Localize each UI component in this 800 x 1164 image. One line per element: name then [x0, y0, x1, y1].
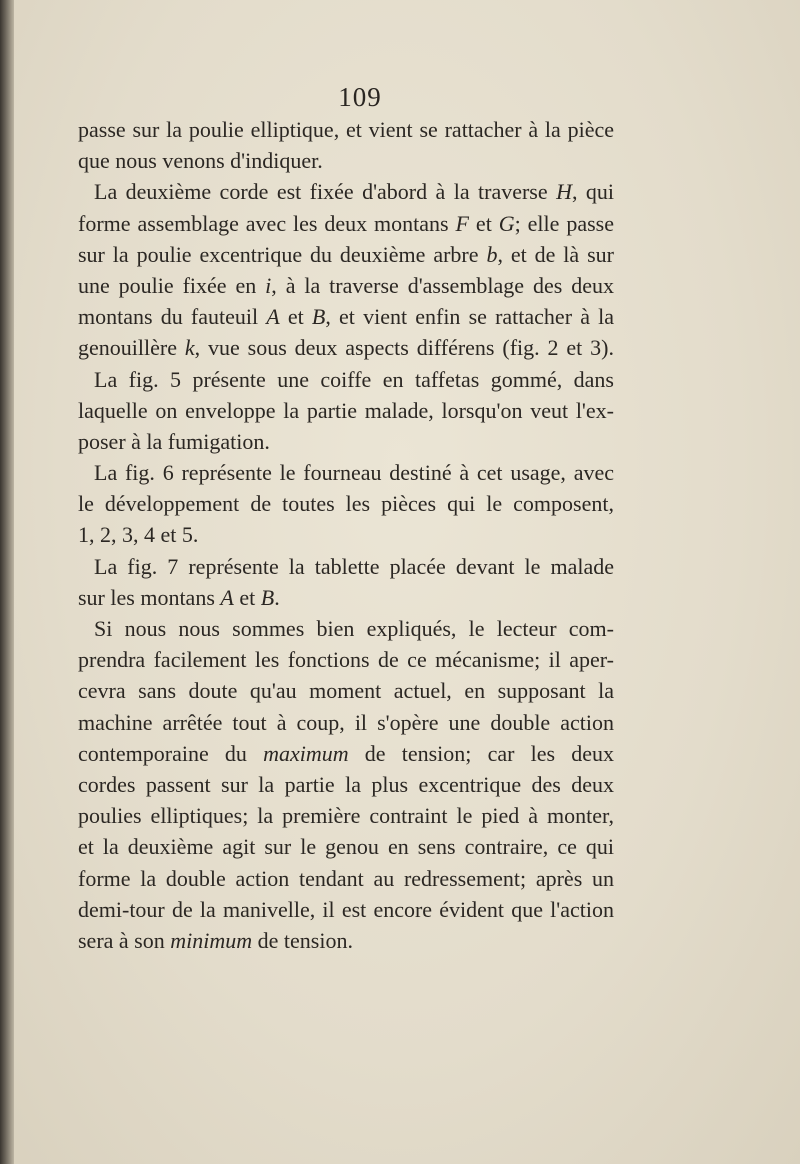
- text-segment: machine arrêtée tout à coup, il s'opère une double action: [78, 709, 614, 735]
- text-segment: de tension; car les deux: [348, 740, 614, 766]
- text-segment: sera à son: [78, 927, 171, 953]
- text-segment: poulies elliptiques; la première contraint le pied à monter,: [78, 803, 614, 829]
- text-segment: prendra facilement les fonctions de ce mécanisme; il aper-: [78, 647, 614, 673]
- text-line: [78, 644, 614, 675]
- book-spine-edge: [0, 0, 14, 1164]
- text-segment: genouillère: [78, 335, 185, 361]
- text-line: [78, 738, 614, 769]
- text-segment: et: [469, 210, 499, 236]
- italic-reference: A: [266, 304, 280, 330]
- italic-reference: i: [265, 272, 272, 298]
- italic-reference: B: [311, 304, 326, 330]
- text-segment: , qui: [571, 179, 614, 205]
- text-segment: 1, 2, 3, 4 et 5.: [78, 522, 199, 548]
- text-segment: forme assemblage avec les deux montans: [78, 210, 456, 236]
- text-segment: de tension.: [252, 927, 353, 953]
- italic-reference: minimum: [170, 927, 253, 953]
- text-line: [78, 488, 614, 519]
- text-segment: forme la double action tendant au redressement; après un: [78, 865, 614, 891]
- text-segment: que nous venons d'indiquer.: [78, 148, 323, 174]
- text-line: [78, 208, 614, 239]
- text-segment: La fig. 5 présente une coiffe en taffetas gommé, dans: [94, 366, 614, 392]
- page-number: 109: [338, 82, 382, 112]
- text-segment: cordes passent sur la partie la plus excentrique des deux: [78, 771, 614, 797]
- text-segment: et: [279, 304, 312, 330]
- text-line: [78, 613, 614, 644]
- body-text: [78, 114, 614, 956]
- italic-reference: B: [260, 584, 275, 610]
- text-segment: ; elle passe: [514, 210, 614, 236]
- text-segment: et la deuxième agit sur le genou en sens contraire, ce qui: [78, 834, 614, 860]
- text-line: [78, 239, 614, 270]
- text-line: [78, 114, 614, 145]
- text-line: [78, 519, 614, 550]
- text-segment: .: [274, 584, 280, 610]
- text-line: [78, 457, 614, 488]
- text-segment: une poulie fixée en: [78, 272, 266, 298]
- text-segment: et: [233, 584, 261, 610]
- text-line: [78, 426, 614, 457]
- text-line: [78, 551, 614, 582]
- text-segment: sur les montans: [78, 584, 221, 610]
- text-segment: La fig. 7 représente la tablette placée devant le malade: [94, 553, 614, 579]
- text-segment: La deuxième corde est fixée d'abord à la traverse: [94, 179, 557, 205]
- italic-reference: A: [220, 584, 234, 610]
- text-segment: La fig. 6 représente le fourneau destiné à cet usage, avec: [94, 460, 614, 486]
- text-segment: , à la traverse d'assemblage des deux: [271, 272, 614, 298]
- text-segment: , et de là sur: [497, 241, 614, 267]
- text-line: [78, 332, 614, 363]
- text-segment: sur la poulie excentrique du deuxième arbre: [78, 241, 487, 267]
- italic-reference: maximum: [263, 740, 349, 766]
- italic-reference: F: [455, 210, 469, 236]
- text-line: [78, 176, 614, 207]
- text-line: [78, 582, 614, 613]
- text-line: [78, 145, 614, 176]
- text-line: [78, 675, 614, 706]
- text-segment: , et vient enfin se rattacher à la: [325, 304, 614, 330]
- text-segment: demi-tour de la manivelle, il est encore évident que l'action: [78, 896, 614, 922]
- text-line: [78, 831, 614, 862]
- text-segment: montans du fauteuil: [78, 304, 267, 330]
- text-segment: poser à la fumigation.: [78, 428, 270, 454]
- text-line: [78, 800, 614, 831]
- italic-reference: k: [184, 335, 195, 361]
- text-line: [78, 769, 614, 800]
- text-line: [78, 364, 614, 395]
- text-line: [78, 707, 614, 738]
- text-segment: laquelle on enveloppe la partie malade, lorsqu'on veut l'ex-: [78, 397, 614, 423]
- text-segment: cevra sans doute qu'au moment actuel, en supposant la: [78, 678, 614, 704]
- italic-reference: b: [486, 241, 498, 267]
- italic-reference: H: [556, 179, 572, 205]
- text-segment: contemporaine du: [78, 740, 264, 766]
- text-segment: Si nous nous sommes bien expliqués, le lecteur com-: [94, 616, 614, 641]
- text-line: [78, 301, 614, 332]
- text-line: [78, 894, 614, 925]
- text-line: [78, 270, 614, 301]
- text-segment: passe sur la poulie elliptique, et vient se rattacher à la pièce: [78, 117, 614, 142]
- text-line: [78, 863, 614, 894]
- text-line: [78, 395, 614, 426]
- text-line: [78, 925, 614, 956]
- italic-reference: G: [498, 210, 515, 236]
- text-segment: le développement de toutes les pièces qui le composent,: [78, 491, 614, 517]
- text-segment: , vue sous deux aspects différens (fig. 2 et 3).: [194, 335, 614, 361]
